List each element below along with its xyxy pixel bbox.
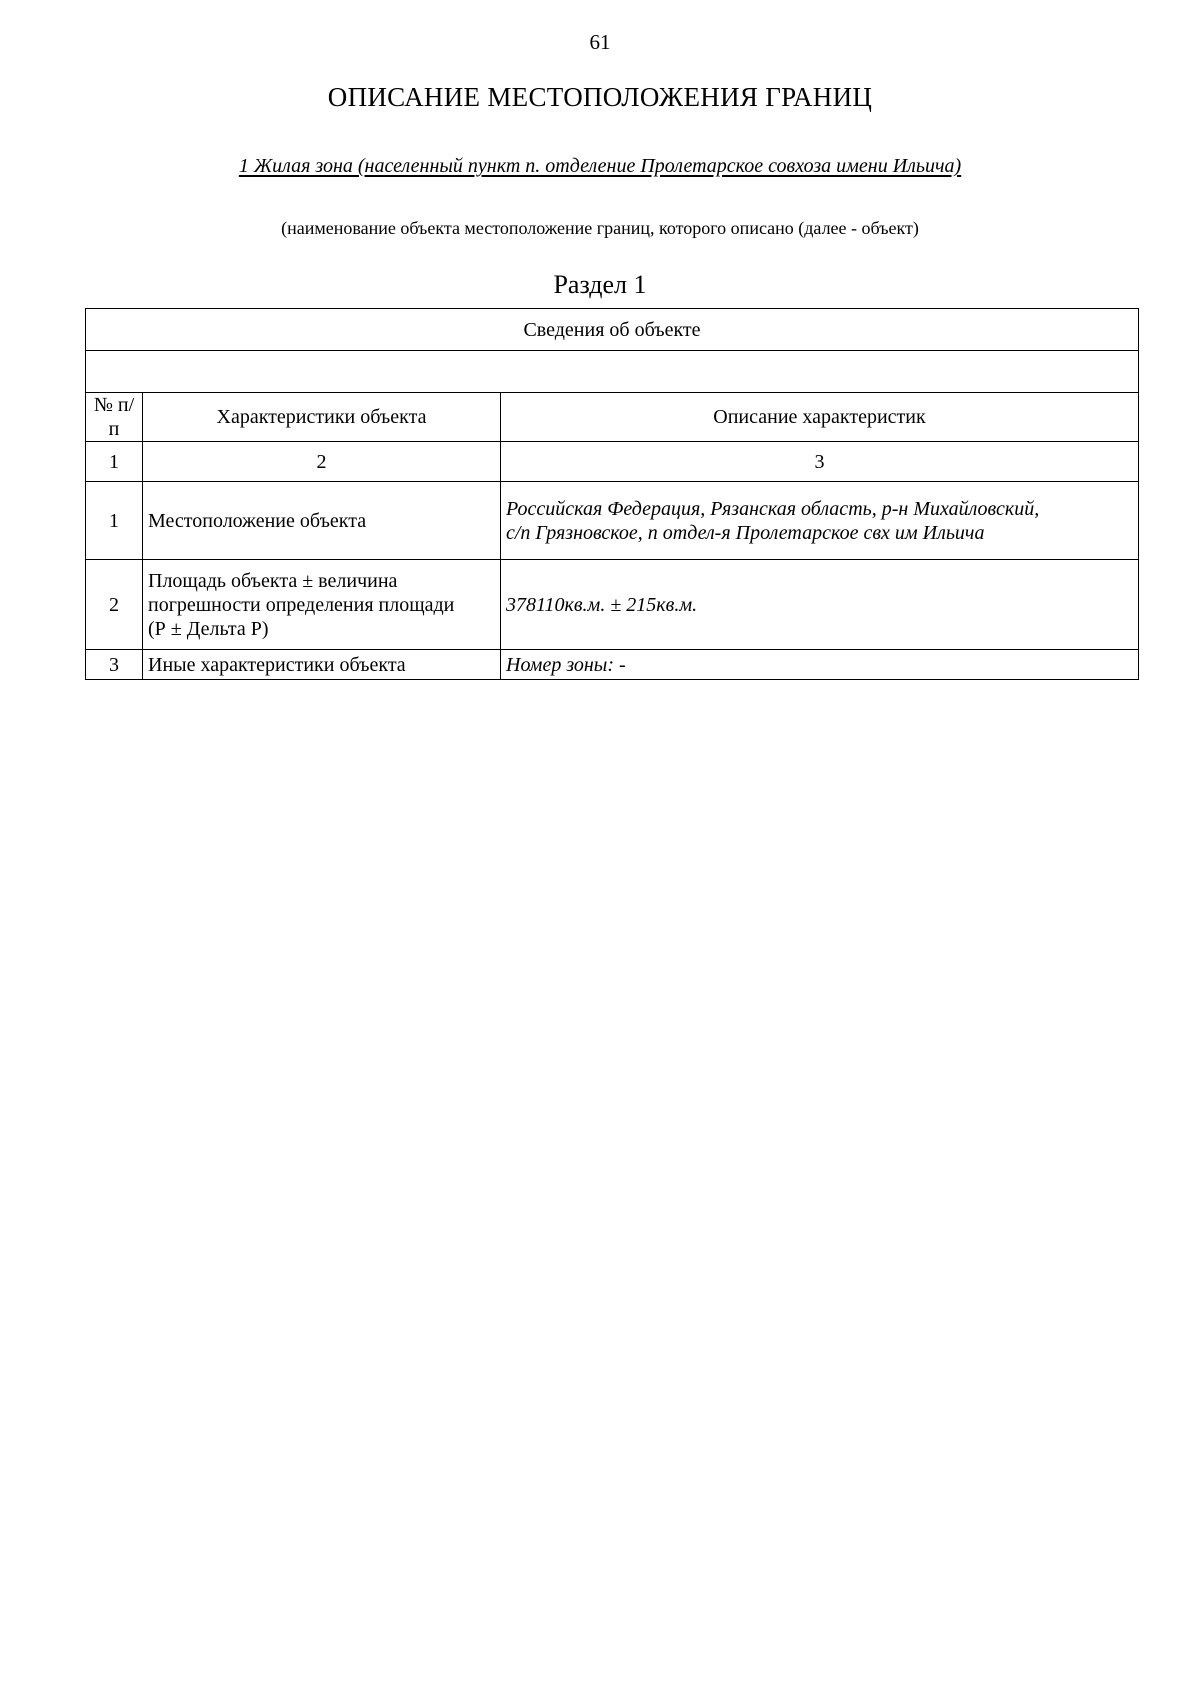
table-row	[86, 560, 1139, 650]
document-title: ОПИСАНИЕ МЕСТОПОЛОЖЕНИЯ ГРАНИЦ	[327, 82, 873, 112]
row-description	[501, 482, 1139, 560]
section-title: Раздел 1	[553, 270, 647, 299]
column-header-characteristic: Характеристики объекта	[143, 393, 501, 442]
row-characteristic-line: Площадь объекта ± величина	[148, 569, 398, 592]
table-header: Сведения об объекте	[86, 309, 1139, 351]
row-number: 3	[86, 650, 143, 680]
row-characteristic-line: погрешности определения площади	[148, 593, 455, 616]
object-name-caption: (наименование объекта местоположение границ, которого описано (далее - объект)	[281, 218, 919, 238]
column-number-3: 3	[501, 442, 1139, 482]
column-header-description: Описание характеристик	[501, 393, 1139, 442]
column-header-num: № п/п	[86, 393, 143, 442]
table-column-headers-row	[86, 393, 1139, 442]
row-characteristic	[143, 560, 501, 650]
object-name	[0, 155, 1200, 178]
page-number: 61	[589, 30, 611, 54]
table-row	[86, 650, 1139, 680]
row-characteristic: Иные характеристики объекта	[143, 650, 501, 680]
table-empty-cell	[86, 351, 1139, 393]
row-description: 378110кв.м. ± 215кв.м.	[501, 560, 1139, 650]
column-number-1: 1	[86, 442, 143, 482]
row-description: Номер зоны: -	[501, 650, 1139, 680]
object-info-table	[85, 308, 1139, 680]
row-characteristic: Местоположение объекта	[143, 482, 501, 560]
column-number-2: 2	[143, 442, 501, 482]
row-description-line: с/п Грязновское, п отдел-я Пролетарское свх им Ильича	[506, 521, 985, 544]
table-row	[86, 482, 1139, 560]
table-header-row	[86, 309, 1139, 351]
object-name-text: 1 Жилая зона (населенный пункт п. отделение Пролетарское совхоза имени Ильича)	[238, 155, 962, 177]
table-column-numbers-row	[86, 442, 1139, 482]
row-number: 2	[86, 560, 143, 650]
row-description-line: Российская Федерация, Рязанская область, р-н Михайловский,	[506, 497, 1040, 520]
row-characteristic-line: (Р ± Дельта Р)	[148, 617, 269, 640]
row-number: 1	[86, 482, 143, 560]
table-empty-row	[86, 351, 1139, 393]
